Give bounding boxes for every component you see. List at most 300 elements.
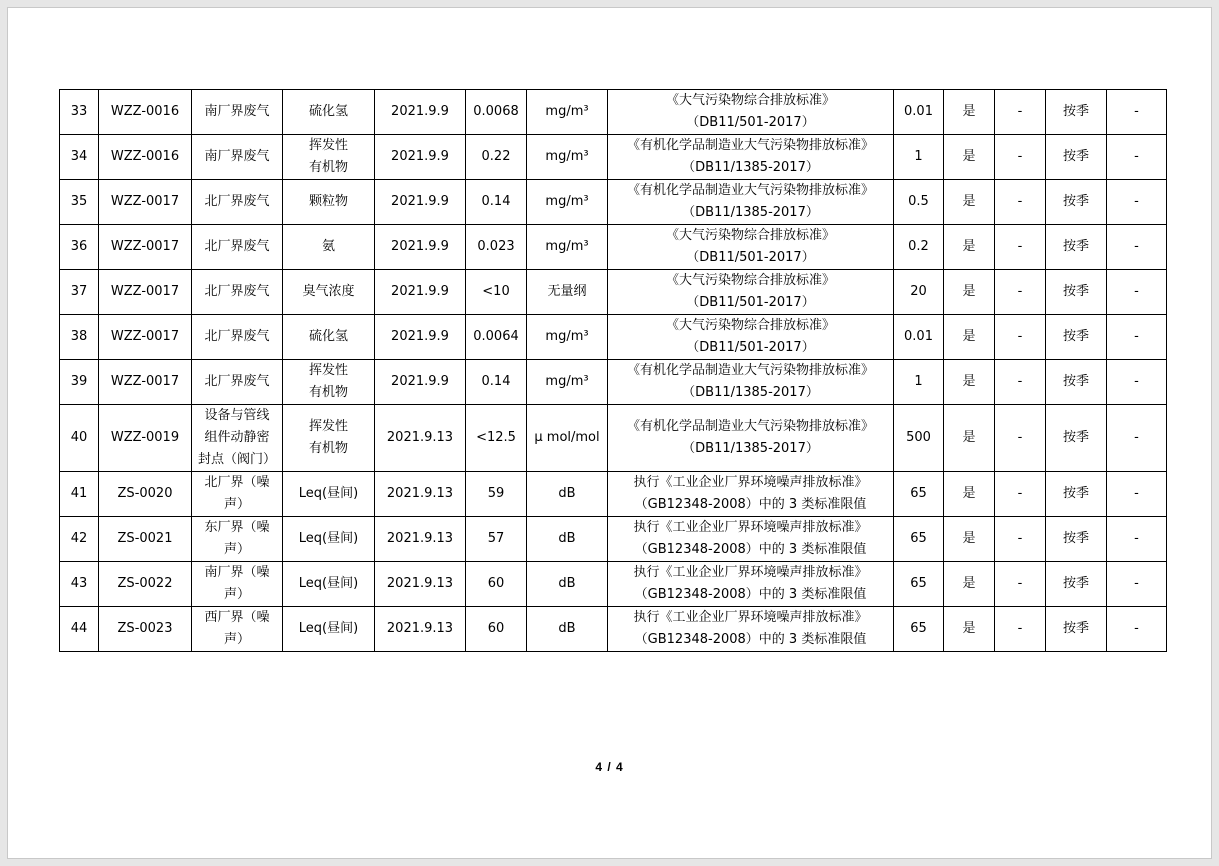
remark-text: -: [1017, 239, 1023, 254]
remark-text: -: [1017, 576, 1023, 591]
row-number-text: 43: [70, 576, 88, 591]
row-number-text: 34: [70, 149, 88, 164]
point-id-text: WZZ-0017: [110, 374, 180, 389]
table-row: [60, 517, 1167, 562]
compliance-text: 是: [962, 194, 976, 209]
pollutant-text: Leq(昼间): [298, 621, 359, 636]
standard-cell: [608, 315, 894, 360]
frequency-text: 按季: [1062, 621, 1089, 636]
frequency-cell: [1046, 315, 1107, 360]
pollutant-cell: [283, 270, 375, 315]
pollutant-text: 氨: [321, 239, 335, 254]
standard-cell: [608, 270, 894, 315]
pollutant-cell: [283, 405, 375, 472]
point-id-text: WZZ-0016: [110, 149, 180, 164]
date-cell: [375, 405, 466, 472]
limit-cell: [894, 607, 944, 652]
date-text: 2021.9.13: [386, 531, 454, 546]
table-row: [60, 315, 1167, 360]
date-cell: [375, 562, 466, 607]
table-row: [60, 405, 1167, 472]
row-number-cell: [60, 562, 99, 607]
point-id-cell: [99, 270, 192, 315]
value-text: 57: [487, 531, 505, 546]
frequency-text: 按季: [1062, 329, 1089, 344]
pollutant-text: 硫化氢: [308, 104, 348, 119]
remark-cell: [995, 315, 1046, 360]
compliance-text: 是: [962, 104, 976, 119]
location-cell: [192, 360, 283, 405]
value-cell: [466, 472, 527, 517]
point-id-text: WZZ-0017: [110, 329, 180, 344]
unit-cell: [527, 180, 608, 225]
remark-cell: [995, 90, 1046, 135]
frequency-cell: [1046, 225, 1107, 270]
location-text: 北厂界废气: [204, 194, 270, 209]
location-text: 南厂界废气: [204, 104, 270, 119]
pollutant-cell: [283, 472, 375, 517]
point-id-cell: [99, 360, 192, 405]
pollutant-text: 颗粒物: [308, 194, 348, 209]
location-cell: [192, 225, 283, 270]
point-id-text: ZS-0021: [117, 531, 173, 546]
frequency-text: 按季: [1062, 374, 1089, 389]
pollutant-text: 挥发性: [308, 138, 348, 153]
limit-text: 65: [910, 621, 927, 636]
point-id-text: ZS-0020: [117, 486, 173, 501]
pollutant-text: Leq(昼间): [298, 486, 359, 501]
location-text: 设备与管线: [204, 408, 270, 423]
frequency-cell: [1046, 607, 1107, 652]
remark-text: -: [1017, 194, 1023, 209]
compliance-cell: [944, 225, 995, 270]
limit-cell: [894, 135, 944, 180]
pollutant-text: 有机物: [308, 441, 348, 456]
value-cell: [466, 517, 527, 562]
standard-line: （GB12348-2008）中的 3 类标准限值: [634, 542, 867, 557]
unit-cell: [527, 270, 608, 315]
table-row: [60, 180, 1167, 225]
compliance-text: 是: [962, 621, 976, 636]
remark-cell: [995, 405, 1046, 472]
value-text: 0.0068: [473, 104, 519, 119]
note-cell: [1107, 225, 1167, 270]
note-text: -: [1134, 621, 1139, 636]
location-cell: [192, 315, 283, 360]
location-text: 声）: [223, 632, 250, 647]
date-cell: [375, 315, 466, 360]
date-text: 2021.9.9: [391, 374, 449, 389]
standard-line: （GB12348-2008）中的 3 类标准限值: [634, 587, 867, 602]
frequency-cell: [1046, 405, 1107, 472]
remark-text: -: [1017, 104, 1023, 119]
location-cell: [192, 135, 283, 180]
unit-cell: [527, 360, 608, 405]
standard-line: 执行《工业企业厂界环境噪声排放标准》: [633, 565, 868, 580]
location-text: 声）: [223, 497, 250, 512]
location-text: 南厂界（噪: [204, 565, 270, 580]
date-cell: [375, 517, 466, 562]
unit-cell: [527, 225, 608, 270]
unit-text: mg/m³: [545, 194, 589, 209]
note-cell: [1107, 360, 1167, 405]
point-id-text: WZZ-0016: [110, 104, 180, 119]
remark-cell: [995, 225, 1046, 270]
limit-cell: [894, 562, 944, 607]
compliance-cell: [944, 517, 995, 562]
location-text: 西厂界（噪: [204, 610, 270, 625]
frequency-text: 按季: [1062, 194, 1089, 209]
unit-cell: [527, 607, 608, 652]
pollutant-text: 挥发性: [308, 363, 348, 378]
pollutant-text: 有机物: [308, 160, 348, 175]
frequency-cell: [1046, 90, 1107, 135]
standard-cell: [608, 472, 894, 517]
note-text: -: [1134, 374, 1139, 389]
limit-text: 65: [910, 531, 927, 546]
remark-cell: [995, 270, 1046, 315]
standard-cell: [608, 405, 894, 472]
frequency-text: 按季: [1062, 430, 1089, 445]
unit-text: 无量纲: [547, 284, 587, 299]
compliance-text: 是: [962, 531, 976, 546]
pollutant-text: 挥发性: [308, 419, 348, 434]
location-text: 南厂界废气: [204, 149, 270, 164]
unit-text: dB: [558, 486, 576, 501]
limit-cell: [894, 90, 944, 135]
standard-line: 《有机化学品制造业大气污染物排放标准》: [626, 363, 874, 378]
standard-line: 执行《工业企业厂界环境噪声排放标准》: [633, 520, 868, 535]
point-id-cell: [99, 315, 192, 360]
compliance-text: 是: [962, 149, 976, 164]
standard-line: （DB11/1385-2017）: [682, 385, 819, 400]
date-text: 2021.9.13: [386, 576, 454, 591]
row-number-text: 41: [70, 486, 88, 501]
location-cell: [192, 607, 283, 652]
frequency-text: 按季: [1062, 486, 1089, 501]
standard-cell: [608, 360, 894, 405]
standard-cell: [608, 562, 894, 607]
standard-line: 《有机化学品制造业大气污染物排放标准》: [626, 138, 874, 153]
frequency-text: 按季: [1062, 149, 1089, 164]
remark-text: -: [1017, 329, 1023, 344]
limit-cell: [894, 315, 944, 360]
remark-cell: [995, 180, 1046, 225]
standard-cell: [608, 225, 894, 270]
date-cell: [375, 225, 466, 270]
table-row: [60, 135, 1167, 180]
remark-text: -: [1017, 374, 1023, 389]
location-cell: [192, 472, 283, 517]
table-row: [60, 607, 1167, 652]
table-body: [60, 90, 1167, 652]
value-text: 59: [487, 486, 505, 501]
point-id-cell: [99, 90, 192, 135]
point-id-text: WZZ-0017: [110, 239, 180, 254]
date-cell: [375, 270, 466, 315]
unit-text: mg/m³: [545, 374, 589, 389]
compliance-text: 是: [962, 374, 976, 389]
row-number-text: 36: [70, 239, 88, 254]
pollutant-text: Leq(昼间): [298, 531, 359, 546]
compliance-text: 是: [962, 430, 976, 445]
row-number-cell: [60, 472, 99, 517]
note-text: -: [1134, 430, 1139, 445]
location-text: 声）: [223, 587, 250, 602]
note-cell: [1107, 405, 1167, 472]
pollutant-cell: [283, 607, 375, 652]
remark-text: -: [1017, 531, 1023, 546]
frequency-text: 按季: [1062, 284, 1089, 299]
note-text: -: [1134, 329, 1139, 344]
unit-text: mg/m³: [545, 239, 589, 254]
value-text: 0.023: [477, 239, 515, 254]
row-number-cell: [60, 270, 99, 315]
point-id-text: WZZ-0017: [110, 194, 180, 209]
location-text: 封点（阀门）: [197, 452, 276, 467]
point-id-text: ZS-0022: [117, 576, 173, 591]
monitoring-results-table: [59, 89, 1167, 652]
compliance-cell: [944, 90, 995, 135]
frequency-cell: [1046, 180, 1107, 225]
location-text: 北厂界（噪: [204, 475, 270, 490]
date-cell: [375, 472, 466, 517]
standard-line: （DB11/1385-2017）: [682, 205, 819, 220]
pollutant-cell: [283, 315, 375, 360]
table-row: [60, 90, 1167, 135]
remark-text: -: [1017, 284, 1023, 299]
limit-text: 500: [906, 430, 931, 445]
unit-cell: [527, 405, 608, 472]
standard-cell: [608, 135, 894, 180]
compliance-cell: [944, 562, 995, 607]
pollutant-text: 有机物: [308, 385, 348, 400]
note-cell: [1107, 270, 1167, 315]
location-text: 声）: [223, 542, 250, 557]
row-number-cell: [60, 90, 99, 135]
compliance-cell: [944, 405, 995, 472]
value-text: 60: [487, 576, 505, 591]
pollutant-text: 臭气浓度: [302, 284, 355, 299]
note-cell: [1107, 180, 1167, 225]
point-id-cell: [99, 135, 192, 180]
date-cell: [375, 360, 466, 405]
note-cell: [1107, 90, 1167, 135]
pollutant-cell: [283, 90, 375, 135]
value-cell: [466, 180, 527, 225]
pollutant-cell: [283, 360, 375, 405]
location-text: 北厂界废气: [204, 374, 270, 389]
value-text: 0.14: [481, 194, 511, 209]
standard-line: 《大气污染物综合排放标准》: [665, 93, 835, 108]
unit-text: dB: [558, 621, 576, 636]
unit-text: μ mol/mol: [534, 430, 600, 445]
row-number-cell: [60, 517, 99, 562]
pollutant-text: 硫化氢: [308, 329, 348, 344]
standard-line: 《大气污染物综合排放标准》: [665, 228, 835, 243]
value-cell: [466, 405, 527, 472]
frequency-text: 按季: [1062, 104, 1089, 119]
point-id-text: WZZ-0017: [110, 284, 180, 299]
compliance-cell: [944, 270, 995, 315]
pollutant-cell: [283, 517, 375, 562]
point-id-cell: [99, 562, 192, 607]
value-cell: [466, 135, 527, 180]
note-text: -: [1134, 239, 1139, 254]
date-text: 2021.9.13: [386, 430, 454, 445]
remark-cell: [995, 562, 1046, 607]
date-text: 2021.9.9: [391, 329, 449, 344]
note-cell: [1107, 315, 1167, 360]
row-number-text: 39: [70, 374, 88, 389]
date-text: 2021.9.13: [386, 621, 454, 636]
value-cell: [466, 270, 527, 315]
pollutant-cell: [283, 180, 375, 225]
note-text: -: [1134, 194, 1139, 209]
remark-cell: [995, 135, 1046, 180]
value-cell: [466, 315, 527, 360]
remark-text: -: [1017, 149, 1023, 164]
location-cell: [192, 180, 283, 225]
table-row: [60, 472, 1167, 517]
unit-text: mg/m³: [545, 329, 589, 344]
row-number-cell: [60, 225, 99, 270]
point-id-cell: [99, 180, 192, 225]
value-text: 0.14: [481, 374, 511, 389]
standard-line: （DB11/501-2017）: [686, 340, 815, 355]
unit-cell: [527, 135, 608, 180]
date-text: 2021.9.9: [391, 104, 449, 119]
row-number-cell: [60, 607, 99, 652]
note-text: -: [1134, 486, 1139, 501]
compliance-cell: [944, 607, 995, 652]
standard-cell: [608, 517, 894, 562]
unit-cell: [527, 315, 608, 360]
value-text: <12.5: [476, 430, 516, 445]
value-text: <10: [482, 284, 510, 299]
date-cell: [375, 90, 466, 135]
document-page: [7, 7, 1212, 859]
limit-cell: [894, 225, 944, 270]
value-cell: [466, 90, 527, 135]
standard-line: （GB12348-2008）中的 3 类标准限值: [634, 632, 867, 647]
date-text: 2021.9.9: [391, 284, 449, 299]
unit-text: mg/m³: [545, 104, 589, 119]
location-cell: [192, 270, 283, 315]
date-cell: [375, 180, 466, 225]
row-number-text: 33: [70, 104, 88, 119]
compliance-text: 是: [962, 576, 976, 591]
limit-text: 0.5: [908, 194, 929, 209]
frequency-text: 按季: [1062, 239, 1089, 254]
date-text: 2021.9.9: [391, 194, 449, 209]
standard-line: （DB11/501-2017）: [686, 250, 815, 265]
compliance-text: 是: [962, 284, 976, 299]
value-text: 0.0064: [473, 329, 519, 344]
limit-text: 0.01: [904, 329, 933, 344]
value-cell: [466, 225, 527, 270]
standard-line: （DB11/501-2017）: [686, 295, 815, 310]
row-number-cell: [60, 360, 99, 405]
note-cell: [1107, 472, 1167, 517]
limit-cell: [894, 270, 944, 315]
frequency-cell: [1046, 360, 1107, 405]
table-row: [60, 360, 1167, 405]
standard-line: 《大气污染物综合排放标准》: [665, 318, 835, 333]
date-cell: [375, 135, 466, 180]
compliance-text: 是: [962, 486, 976, 501]
value-text: 0.22: [481, 149, 511, 164]
location-text: 东厂界（噪: [204, 520, 270, 535]
row-number-text: 38: [70, 329, 88, 344]
table-row: [60, 225, 1167, 270]
note-text: -: [1134, 531, 1139, 546]
unit-cell: [527, 90, 608, 135]
unit-text: dB: [558, 576, 576, 591]
remark-text: -: [1017, 486, 1023, 501]
limit-text: 65: [910, 486, 927, 501]
row-number-text: 40: [70, 430, 88, 445]
pollutant-text: Leq(昼间): [298, 576, 359, 591]
remark-text: -: [1017, 430, 1023, 445]
note-text: -: [1134, 284, 1139, 299]
note-cell: [1107, 517, 1167, 562]
frequency-cell: [1046, 472, 1107, 517]
compliance-cell: [944, 360, 995, 405]
limit-text: 20: [910, 284, 927, 299]
standard-line: 执行《工业企业厂界环境噪声排放标准》: [633, 610, 868, 625]
note-text: -: [1134, 576, 1139, 591]
location-text: 组件动静密: [204, 430, 270, 445]
value-text: 60: [487, 621, 505, 636]
limit-text: 0.01: [904, 104, 933, 119]
location-cell: [192, 562, 283, 607]
remark-cell: [995, 360, 1046, 405]
unit-text: dB: [558, 531, 576, 546]
limit-text: 0.2: [908, 239, 929, 254]
row-number-text: 37: [70, 284, 88, 299]
point-id-text: WZZ-0019: [110, 430, 180, 445]
location-cell: [192, 405, 283, 472]
frequency-text: 按季: [1062, 576, 1089, 591]
location-text: 北厂界废气: [204, 329, 270, 344]
frequency-text: 按季: [1062, 531, 1089, 546]
note-cell: [1107, 562, 1167, 607]
point-id-cell: [99, 472, 192, 517]
limit-cell: [894, 517, 944, 562]
row-number-cell: [60, 315, 99, 360]
point-id-cell: [99, 607, 192, 652]
location-text: 北厂界废气: [204, 284, 270, 299]
location-cell: [192, 517, 283, 562]
standard-line: 《有机化学品制造业大气污染物排放标准》: [626, 183, 874, 198]
standard-line: （DB11/1385-2017）: [682, 441, 819, 456]
compliance-cell: [944, 472, 995, 517]
page-number: 4 / 4: [595, 760, 624, 774]
standard-line: 《大气污染物综合排放标准》: [665, 273, 835, 288]
remark-text: -: [1017, 621, 1023, 636]
value-cell: [466, 562, 527, 607]
standard-cell: [608, 180, 894, 225]
compliance-text: 是: [962, 329, 976, 344]
row-number-cell: [60, 180, 99, 225]
note-cell: [1107, 135, 1167, 180]
point-id-cell: [99, 225, 192, 270]
row-number-cell: [60, 135, 99, 180]
table-row: [60, 562, 1167, 607]
date-text: 2021.9.13: [386, 486, 454, 501]
note-text: -: [1134, 149, 1139, 164]
